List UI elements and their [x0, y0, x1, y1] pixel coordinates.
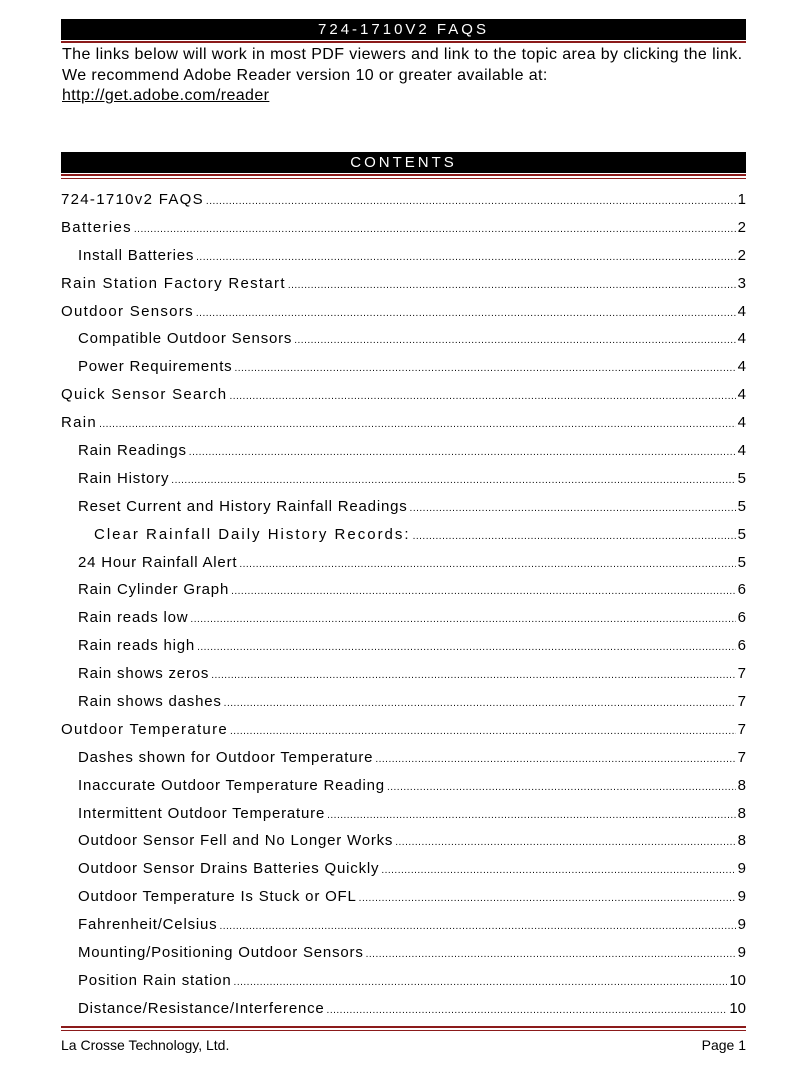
toc-entry-label[interactable]: Compatible Outdoor Sensors: [78, 330, 293, 348]
toc-entry[interactable]: [61, 749, 746, 777]
contents-underline-thin: [61, 178, 746, 179]
toc-entry[interactable]: [61, 805, 746, 833]
toc-entry-page[interactable]: 9: [737, 916, 746, 934]
toc-dot-leader: [239, 559, 735, 570]
toc-dot-leader: [230, 726, 736, 737]
toc-dot-leader: [366, 949, 736, 960]
toc-dot-leader: [413, 531, 736, 542]
toc-entry[interactable]: [61, 358, 746, 386]
toc-dot-leader: [219, 921, 735, 932]
toc-entry-page[interactable]: 4: [737, 358, 746, 376]
toc-entry-page[interactable]: 4: [737, 414, 746, 432]
toc-entry-label[interactable]: Outdoor Sensors: [61, 302, 194, 320]
faq-title: 724-1710V2 FAQS: [318, 21, 489, 38]
toc-entry-page[interactable]: 7: [737, 748, 746, 766]
toc-entry-label[interactable]: Rain reads low: [78, 609, 189, 627]
toc-entry-page[interactable]: 5: [737, 553, 746, 571]
contents-underline: [61, 174, 746, 176]
footer-company: La Crosse Technology, Ltd.: [61, 1037, 230, 1053]
toc-entry-page[interactable]: 10: [729, 971, 746, 989]
toc-entry[interactable]: [61, 777, 746, 805]
toc-dot-leader: [359, 893, 736, 904]
toc-entry-label[interactable]: Rain Station Factory Restart: [61, 274, 286, 292]
toc-entry-page[interactable]: 6: [737, 609, 746, 627]
intro-paragraph: [62, 45, 748, 107]
toc-dot-leader: [410, 503, 736, 514]
toc-entry-label[interactable]: Dashes shown for Outdoor Temperature: [78, 748, 374, 766]
toc-entry[interactable]: [61, 247, 746, 275]
toc-entry-page[interactable]: 2: [737, 218, 746, 236]
toc-entry-page[interactable]: 2: [737, 246, 746, 264]
footer-rule: [61, 1026, 746, 1028]
toc-entry[interactable]: [61, 526, 746, 554]
toc-dot-leader: [190, 614, 735, 625]
toc-entry[interactable]: [61, 1000, 746, 1028]
toc-entry-label[interactable]: Rain History: [78, 469, 170, 487]
toc-entry-label[interactable]: Fahrenheit/Celsius: [78, 916, 218, 934]
footer-page-number: Page 1: [701, 1037, 746, 1053]
toc-entry[interactable]: [61, 832, 746, 860]
toc-dot-leader: [211, 670, 735, 681]
toc-entry-page[interactable]: 8: [737, 832, 746, 850]
toc-entry[interactable]: [61, 414, 746, 442]
toc-entry-label[interactable]: Outdoor Temperature: [61, 720, 229, 738]
toc-entry-label[interactable]: Power Requirements: [78, 358, 233, 376]
toc-dot-leader: [381, 865, 735, 876]
toc-entry[interactable]: [61, 470, 746, 498]
toc-dot-leader: [134, 224, 736, 235]
toc-entry-page[interactable]: 7: [737, 665, 746, 683]
toc-entry-label[interactable]: Rain shows zeros: [78, 665, 210, 683]
toc-entry-label[interactable]: Mounting/Positioning Outdoor Sensors: [78, 944, 364, 962]
footer-rule-thin: [61, 1030, 746, 1031]
toc-entry-label[interactable]: Quick Sensor Search: [61, 386, 228, 404]
toc-entry[interactable]: [61, 554, 746, 582]
toc-entry-label[interactable]: Rain reads high: [78, 637, 196, 655]
toc-entry[interactable]: [61, 498, 746, 526]
toc-entry-page[interactable]: 1: [737, 191, 746, 208]
toc-entry-label[interactable]: Position Rain station: [78, 971, 232, 989]
toc-entry-page[interactable]: 5: [737, 525, 746, 543]
toc-entry-label[interactable]: Intermittent Outdoor Temperature: [78, 804, 326, 822]
toc-dot-leader: [234, 363, 735, 374]
toc-entry[interactable]: [61, 888, 746, 916]
toc-entry-label[interactable]: Outdoor Temperature Is Stuck or OFL: [78, 888, 357, 906]
toc-entry-label[interactable]: Inaccurate Outdoor Temperature Reading: [78, 776, 385, 794]
toc-entry-page[interactable]: 3: [737, 274, 746, 292]
toc-entry[interactable]: [61, 916, 746, 944]
toc-entry[interactable]: [61, 219, 746, 247]
toc-entry-page[interactable]: 7: [737, 720, 746, 738]
toc-entry[interactable]: [61, 637, 746, 665]
toc-entry-page[interactable]: 4: [737, 302, 746, 320]
toc-entry-page[interactable]: 4: [737, 330, 746, 348]
intro-text: The links below will work in most PDF viewers and link to the topic area by clicking the link. We recommend Adobe Reader version 10 or greater available at:: [62, 46, 743, 84]
toc-dot-leader: [327, 1005, 728, 1016]
toc-entry-page[interactable]: 6: [737, 637, 746, 655]
toc-dot-leader: [288, 280, 736, 291]
toc-entry-label[interactable]: Rain Readings: [78, 442, 187, 460]
toc-entry-page[interactable]: 6: [737, 581, 746, 599]
toc-dot-leader: [189, 447, 736, 458]
toc-entry[interactable]: [61, 721, 746, 749]
toc-entry[interactable]: [61, 860, 746, 888]
toc-entry[interactable]: [61, 944, 746, 972]
toc-entry-label[interactable]: Outdoor Sensor Fell and No Longer Works: [78, 832, 394, 850]
toc-dot-leader: [99, 419, 736, 430]
toc-entry[interactable]: [61, 581, 746, 609]
toc-entry-page[interactable]: 4: [737, 442, 746, 460]
toc-entry-label[interactable]: 724-1710v2 FAQS: [61, 191, 204, 208]
toc-entry-label[interactable]: Rain: [61, 414, 98, 432]
adobe-reader-link[interactable]: http://get.adobe.com/reader: [62, 87, 270, 104]
toc-entry[interactable]: [61, 386, 746, 414]
page-footer: [61, 1037, 746, 1053]
toc-dot-leader: [197, 642, 736, 653]
toc-dot-leader: [375, 754, 735, 765]
toc-dot-leader: [387, 782, 736, 793]
title-underline: [61, 41, 746, 43]
contents-banner: [61, 152, 746, 173]
toc-dot-leader: [395, 837, 735, 848]
contents-title: CONTENTS: [350, 154, 457, 171]
toc-entry-page[interactable]: 8: [737, 804, 746, 822]
toc-entry-label[interactable]: Distance/Resistance/Interference: [78, 999, 325, 1017]
toc-entry-page[interactable]: 10: [729, 999, 746, 1017]
toc-entry-page[interactable]: 8: [737, 776, 746, 794]
toc-entry-page[interactable]: 4: [737, 386, 746, 404]
faq-title-banner: [61, 19, 746, 40]
toc-dot-leader: [224, 698, 736, 709]
table-of-contents: [61, 191, 746, 1028]
toc-entry-label[interactable]: Outdoor Sensor Drains Batteries Quickly: [78, 860, 380, 878]
toc-entry-label[interactable]: Rain Cylinder Graph: [78, 581, 230, 599]
toc-dot-leader: [196, 252, 736, 263]
toc-entry[interactable]: [61, 442, 746, 470]
toc-entry-page[interactable]: 9: [737, 944, 746, 962]
toc-dot-leader: [206, 196, 736, 207]
toc-dot-leader: [234, 977, 728, 988]
toc-dot-leader: [294, 335, 735, 346]
toc-entry-label[interactable]: Reset Current and History Rainfall Readings: [78, 497, 408, 515]
toc-entry[interactable]: [61, 303, 746, 331]
toc-entry-label[interactable]: 24 Hour Rainfall Alert: [78, 553, 238, 571]
toc-dot-leader: [229, 391, 735, 402]
toc-entry[interactable]: [61, 275, 746, 303]
toc-entry[interactable]: [61, 693, 746, 721]
toc-entry-label[interactable]: Install Batteries: [78, 246, 195, 264]
toc-entry-label[interactable]: Batteries: [61, 218, 132, 236]
toc-entry[interactable]: [61, 972, 746, 1000]
toc-entry-label[interactable]: Rain shows dashes: [78, 693, 222, 711]
toc-dot-leader: [196, 308, 736, 319]
toc-entry-page[interactable]: 7: [737, 693, 746, 711]
toc-entry[interactable]: [61, 665, 746, 693]
toc-dot-leader: [171, 475, 735, 486]
toc-dot-leader: [327, 810, 736, 821]
toc-entry-page[interactable]: 9: [737, 888, 746, 906]
toc-entry-label[interactable]: Clear Rainfall Daily History Records:: [94, 525, 411, 543]
toc-dot-leader: [231, 586, 736, 597]
toc-entry-page[interactable]: 5: [737, 469, 746, 487]
toc-entry[interactable]: [61, 609, 746, 637]
toc-entry-page[interactable]: 5: [737, 497, 746, 515]
toc-entry-page[interactable]: 9: [737, 860, 746, 878]
toc-entry[interactable]: [61, 330, 746, 358]
toc-entry[interactable]: [61, 191, 746, 219]
